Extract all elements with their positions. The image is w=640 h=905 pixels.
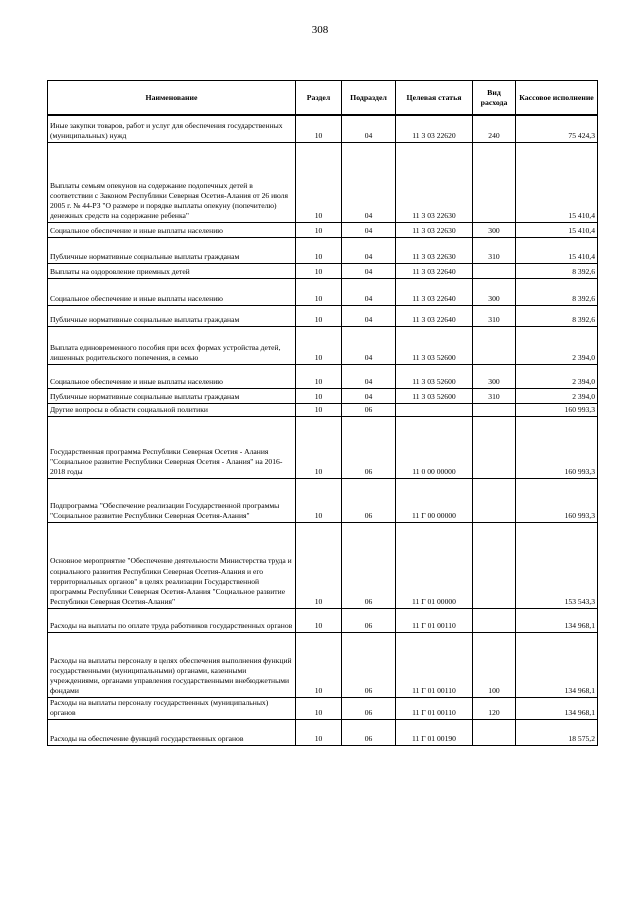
cell-section: 10	[296, 416, 342, 478]
cell-article: 11 Г 01 00000	[396, 522, 473, 608]
cell-name: Публичные нормативные социальные выплаты гражданам	[48, 388, 296, 403]
cell-section: 10	[296, 305, 342, 326]
cell-subsection: 04	[342, 388, 396, 403]
cell-section: 10	[296, 142, 342, 222]
cell-name: Другие вопросы в области социальной политики	[48, 403, 296, 416]
table-row	[48, 388, 598, 403]
cell-name: Основное мероприятие "Обеспечение деятельности Министерства труда и социального развития Республики Северная Осетия-Алания и его территориальных органов" в целях реализации Государственной программы Республики Северная Осетия-Алания "Социальное развитие Республики Северная Осетия-Алания"	[48, 522, 296, 608]
cell-amount: 15 410,4	[516, 237, 598, 263]
cell-section: 10	[296, 403, 342, 416]
table-row	[48, 142, 598, 222]
cell-amount: 160 993,3	[516, 416, 598, 478]
cell-amount: 8 392,6	[516, 263, 598, 278]
cell-name: Расходы на обеспечение функций государственных органов	[48, 719, 296, 745]
cell-section: 10	[296, 326, 342, 364]
cell-subsection: 04	[342, 237, 396, 263]
cell-expense-type	[473, 416, 516, 478]
cell-expense-type	[473, 719, 516, 745]
cell-name: Социальное обеспечение и иные выплаты населению	[48, 278, 296, 305]
cell-amount: 2 394,0	[516, 364, 598, 388]
header-expense-type: Вид расхода	[473, 81, 516, 116]
cell-subsection: 04	[342, 364, 396, 388]
table-row	[48, 697, 598, 719]
cell-amount: 160 993,3	[516, 478, 598, 522]
table-row	[48, 522, 598, 608]
cell-section: 10	[296, 632, 342, 697]
cell-expense-type: 300	[473, 222, 516, 237]
cell-amount: 2 394,0	[516, 388, 598, 403]
cell-section: 10	[296, 364, 342, 388]
cell-name: Социальное обеспечение и иные выплаты населению	[48, 364, 296, 388]
cell-subsection: 06	[342, 697, 396, 719]
cell-name: Расходы на выплаты по оплате труда работников государственных органов	[48, 608, 296, 632]
budget-execution-table	[47, 80, 598, 746]
cell-subsection: 04	[342, 142, 396, 222]
cell-article	[396, 403, 473, 416]
cell-article: 11 3 03 22640	[396, 263, 473, 278]
table-row	[48, 416, 598, 478]
cell-subsection: 04	[342, 305, 396, 326]
cell-expense-type	[473, 478, 516, 522]
cell-name: Публичные нормативные социальные выплаты гражданам	[48, 237, 296, 263]
cell-section: 10	[296, 278, 342, 305]
cell-expense-type: 120	[473, 697, 516, 719]
cell-article: 11 Г 01 00110	[396, 608, 473, 632]
table-row	[48, 719, 598, 745]
cell-article: 11 3 03 22630	[396, 142, 473, 222]
header-name: Наименование	[48, 81, 296, 116]
cell-name: Социальное обеспечение и иные выплаты населению	[48, 222, 296, 237]
table-row	[48, 608, 598, 632]
cell-expense-type	[473, 326, 516, 364]
table-row	[48, 263, 598, 278]
cell-subsection: 04	[342, 115, 396, 142]
cell-expense-type	[473, 522, 516, 608]
cell-amount: 15 410,4	[516, 222, 598, 237]
cell-amount: 2 394,0	[516, 326, 598, 364]
cell-amount: 134 968,1	[516, 632, 598, 697]
cell-name: Иные закупки товаров, работ и услуг для обеспечения государственных (муниципальных) нужд	[48, 115, 296, 142]
cell-section: 10	[296, 608, 342, 632]
header-section: Раздел	[296, 81, 342, 116]
cell-section: 10	[296, 222, 342, 237]
cell-expense-type: 240	[473, 115, 516, 142]
cell-article: 11 3 03 52600	[396, 326, 473, 364]
table-row	[48, 478, 598, 522]
table-row	[48, 632, 598, 697]
cell-article: 11 3 03 52600	[396, 364, 473, 388]
cell-name: Расходы на выплаты персоналу государственных (муниципальных) органов	[48, 697, 296, 719]
cell-amount: 134 968,1	[516, 697, 598, 719]
cell-name: Подпрограмма "Обеспечение реализации Государственной программы "Социальное развитие Республики Северная Осетия-Алания"	[48, 478, 296, 522]
cell-expense-type	[473, 142, 516, 222]
cell-subsection: 04	[342, 222, 396, 237]
cell-amount: 8 392,6	[516, 305, 598, 326]
cell-expense-type	[473, 403, 516, 416]
cell-expense-type: 100	[473, 632, 516, 697]
cell-article: 11 Г 01 00110	[396, 632, 473, 697]
table-row	[48, 115, 598, 142]
cell-expense-type	[473, 263, 516, 278]
cell-article: 11 3 03 52600	[396, 388, 473, 403]
header-row	[48, 81, 598, 116]
cell-amount: 134 968,1	[516, 608, 598, 632]
cell-subsection: 06	[342, 478, 396, 522]
cell-expense-type	[473, 608, 516, 632]
cell-section: 10	[296, 237, 342, 263]
cell-section: 10	[296, 263, 342, 278]
cell-amount: 18 575,2	[516, 719, 598, 745]
cell-section: 10	[296, 697, 342, 719]
cell-name: Расходы на выплаты персоналу в целях обеспечения выполнения функций государственными (муниципальными) органами, казенными учреждениями, органами управления государственными внебюджетными фондами	[48, 632, 296, 697]
cell-expense-type: 300	[473, 278, 516, 305]
table-row	[48, 305, 598, 326]
cell-subsection: 04	[342, 263, 396, 278]
cell-subsection: 06	[342, 403, 396, 416]
cell-section: 10	[296, 115, 342, 142]
cell-subsection: 04	[342, 326, 396, 364]
cell-subsection: 06	[342, 632, 396, 697]
cell-expense-type: 310	[473, 388, 516, 403]
table-row	[48, 364, 598, 388]
cell-subsection: 06	[342, 608, 396, 632]
cell-name: Публичные нормативные социальные выплаты гражданам	[48, 305, 296, 326]
table-row	[48, 222, 598, 237]
cell-name: Выплаты семьям опекунов на содержание подопечных детей в соответствии с Законом Республики Северная Осетия-Алания от 26 июля 2005 г. № 44-РЗ "О размере и порядке выплаты опекуну (попечителю) денежных средств на содержание ребенка"	[48, 142, 296, 222]
header-amount: Кассовое исполнение	[516, 81, 598, 116]
cell-article: 11 Г 00 00000	[396, 478, 473, 522]
cell-subsection: 04	[342, 278, 396, 305]
table-row	[48, 237, 598, 263]
cell-subsection: 06	[342, 719, 396, 745]
cell-article: 11 0 00 00000	[396, 416, 473, 478]
cell-section: 10	[296, 388, 342, 403]
header-subsection: Подраздел	[342, 81, 396, 116]
cell-amount: 160 993,3	[516, 403, 598, 416]
cell-article: 11 3 03 22640	[396, 305, 473, 326]
cell-article: 11 3 03 22640	[396, 278, 473, 305]
cell-name: Выплаты на оздоровление приемных детей	[48, 263, 296, 278]
cell-expense-type: 310	[473, 237, 516, 263]
cell-name: Государственная программа Республики Северная Осетия - Алания "Социальное развитие Республики Северная Осетия - Алания" на 2016-2018 годы	[48, 416, 296, 478]
cell-article: 11 Г 01 00110	[396, 697, 473, 719]
cell-subsection: 06	[342, 416, 396, 478]
table-body	[48, 115, 598, 745]
table-header	[48, 81, 598, 116]
header-article: Целевая статья	[396, 81, 473, 116]
cell-name: Выплата единовременного пособия при всех формах устройства детей, лишенных родительского попечения, в семью	[48, 326, 296, 364]
cell-subsection: 06	[342, 522, 396, 608]
cell-amount: 8 392,6	[516, 278, 598, 305]
cell-expense-type: 310	[473, 305, 516, 326]
page-number: 308	[311, 24, 329, 36]
table-row	[48, 403, 598, 416]
cell-section: 10	[296, 719, 342, 745]
cell-expense-type: 300	[473, 364, 516, 388]
cell-amount: 15 410,4	[516, 142, 598, 222]
table-row	[48, 278, 598, 305]
cell-section: 10	[296, 478, 342, 522]
table-row	[48, 326, 598, 364]
cell-amount: 153 543,3	[516, 522, 598, 608]
cell-article: 11 3 03 22620	[396, 115, 473, 142]
cell-article: 11 Г 01 00190	[396, 719, 473, 745]
cell-section: 10	[296, 522, 342, 608]
cell-article: 11 3 03 22630	[396, 237, 473, 263]
cell-article: 11 3 03 22630	[396, 222, 473, 237]
cell-amount: 75 424,3	[516, 115, 598, 142]
